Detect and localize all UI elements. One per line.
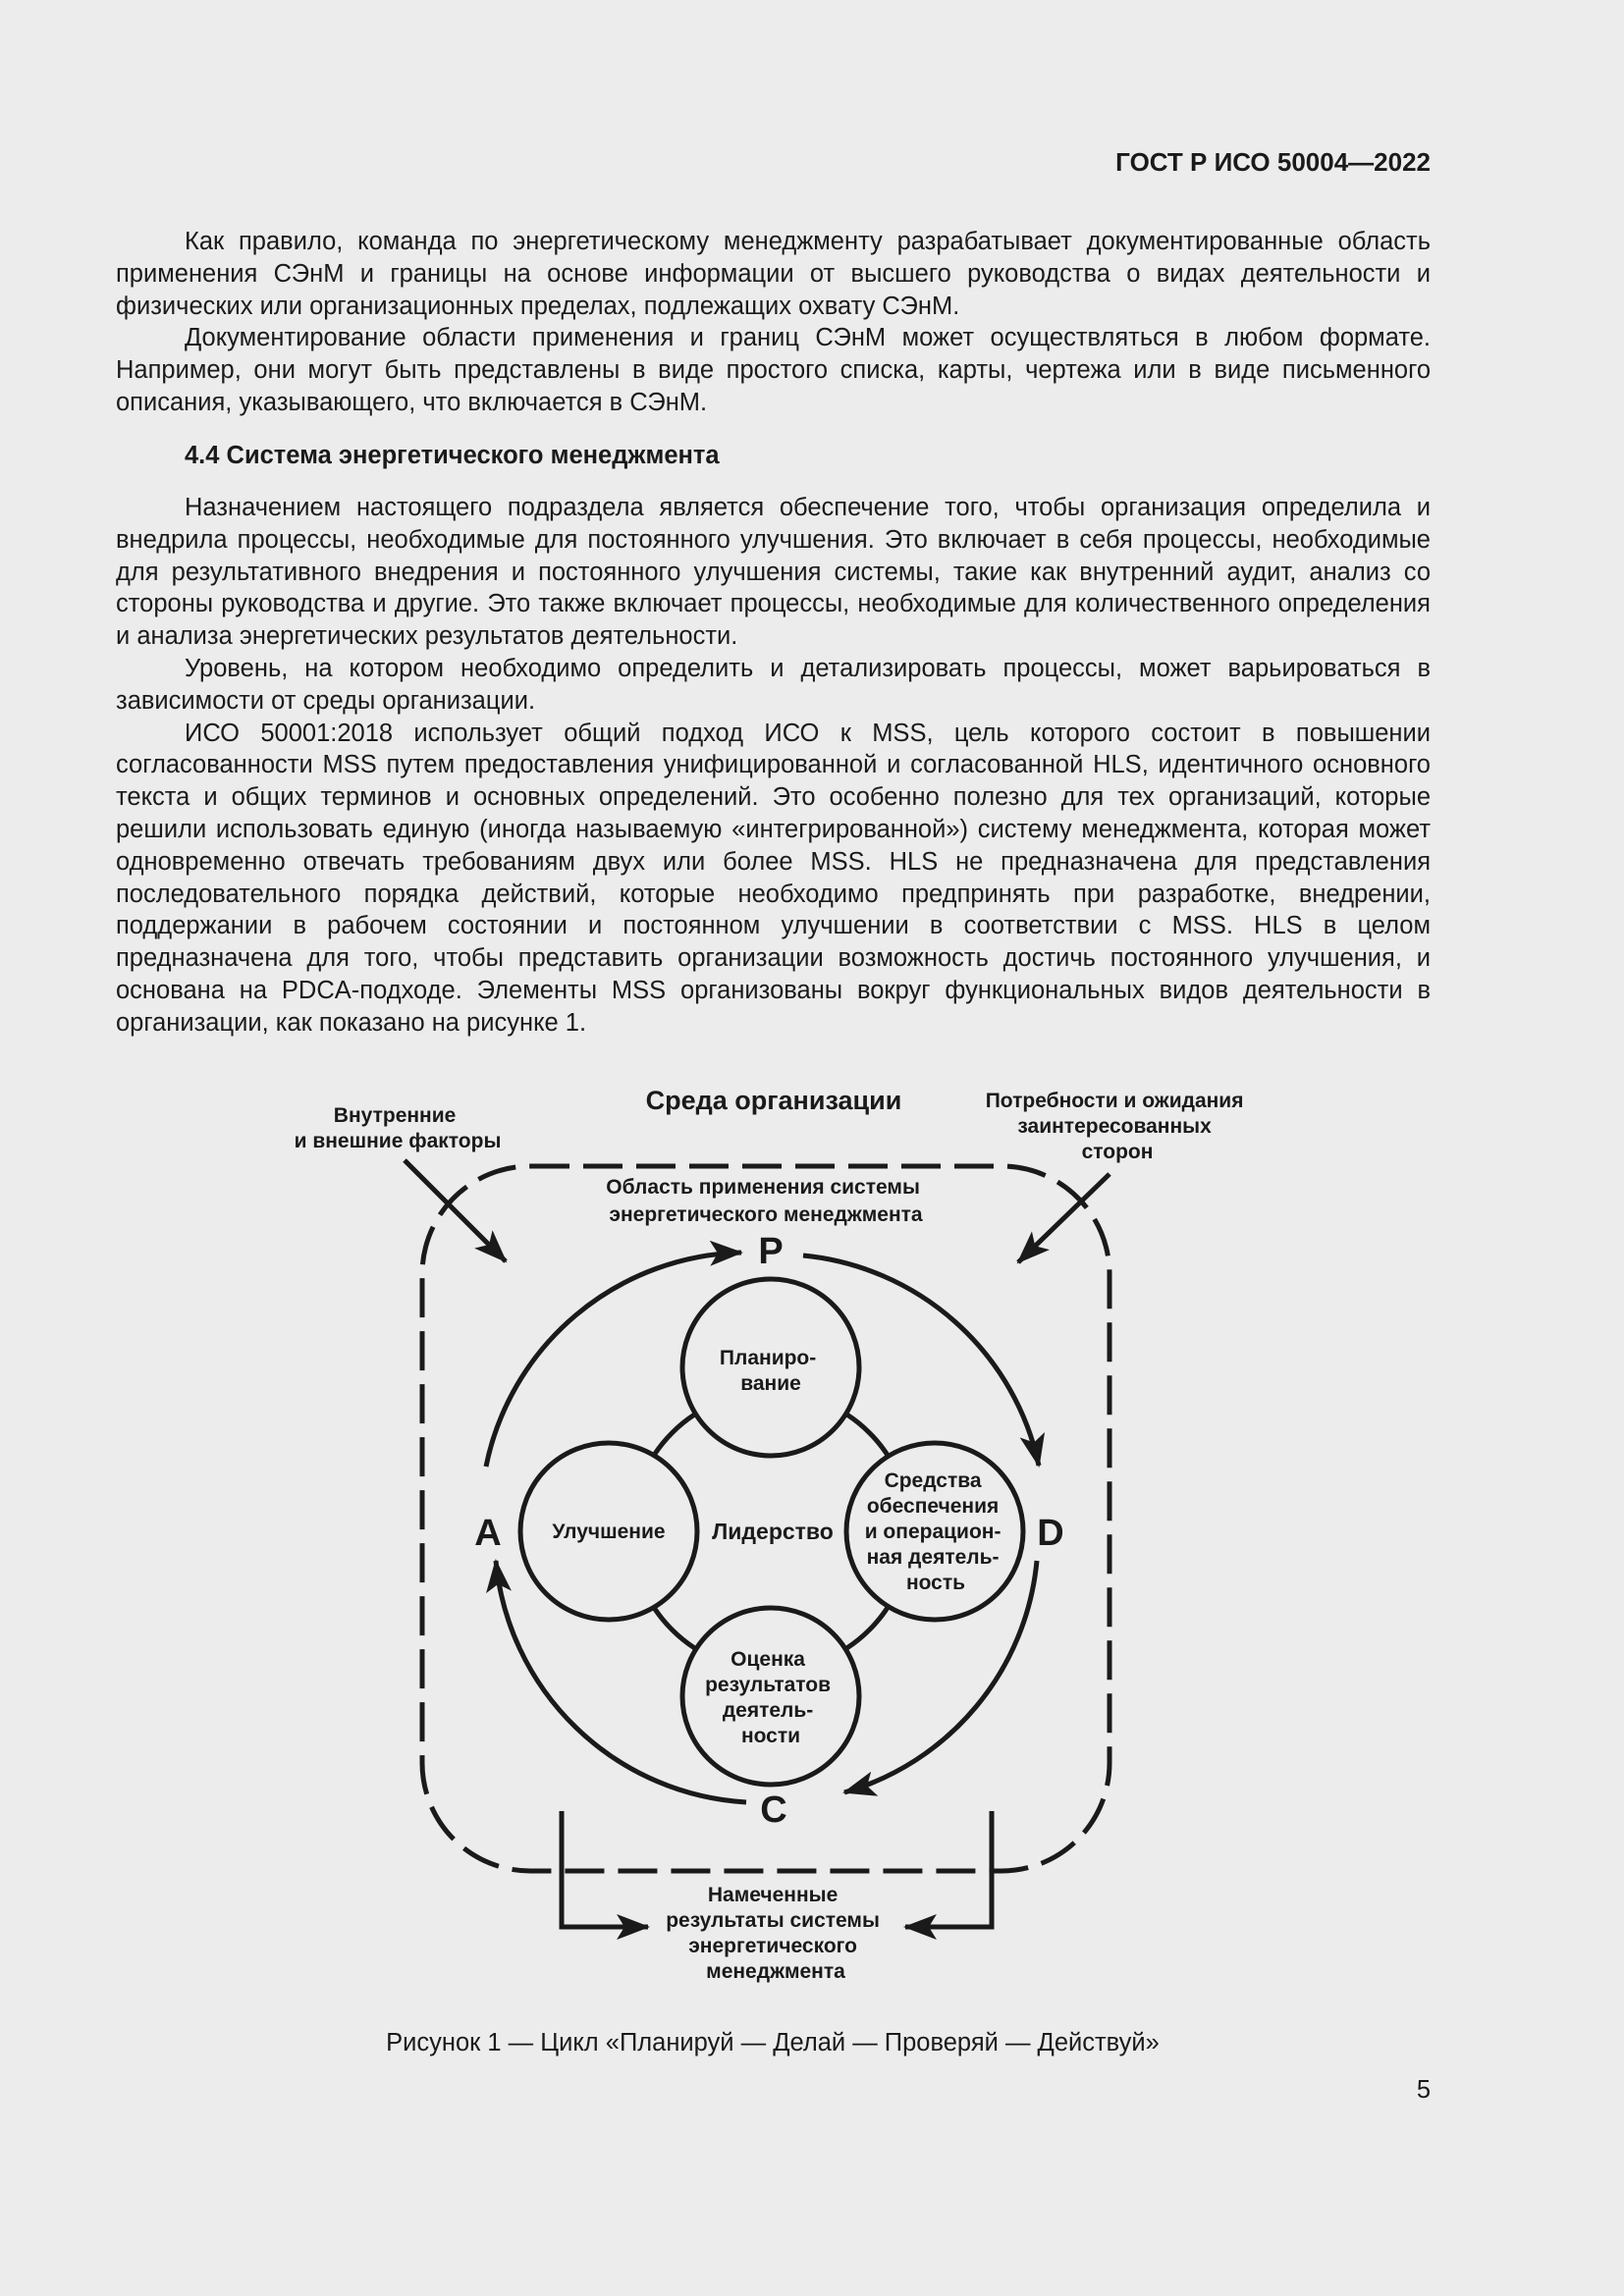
label-line: Оценка <box>731 1648 805 1671</box>
pdca-letter-c: C <box>760 1789 787 1831</box>
left-input-label <box>295 1104 502 1152</box>
label-line: деятель- <box>722 1699 814 1722</box>
paragraph: Назначением настоящего подраздела является обеспечение того, чтобы организация определила и внедрила процессы, необходимые для постоянного улучшения. Это включает в себя процессы, необходимые для результативного внедрения и постоянного улучшения системы, такие как внутренний аудит, анализ со стороны руководства и другие. Это также включает процессы, необходимые для количественного определения и анализа энергетических результатов деятельности. <box>116 494 1431 651</box>
label-line: Планиро- <box>719 1347 817 1369</box>
label-line: Улучшение <box>552 1521 666 1543</box>
leadership-label: Лидерство <box>712 1519 834 1544</box>
outcome-label <box>666 1884 886 1983</box>
label-line: Область применения системы <box>606 1176 920 1199</box>
label-line: Намеченные <box>707 1884 839 1906</box>
label-line: ности <box>740 1725 801 1747</box>
standard-header: ГОСТ Р ИСО 50004—2022 <box>1115 147 1431 177</box>
figure-title: Среда организации <box>645 1086 902 1115</box>
pdca-letter-d: D <box>1037 1513 1064 1554</box>
pdca-letter-a: A <box>474 1513 502 1554</box>
label-line: сторон <box>1081 1141 1154 1163</box>
label-line: энергетического <box>688 1935 857 1957</box>
label-line: и внешние факторы <box>294 1130 502 1152</box>
label-line: ность <box>905 1572 966 1594</box>
label-line: Внутренние <box>333 1104 457 1127</box>
label-line: результаты системы <box>666 1909 880 1932</box>
label-line: Потребности и ожидания <box>985 1090 1244 1112</box>
label-line: энергетического менеджмента <box>609 1203 923 1226</box>
label-line: Средства <box>884 1469 982 1492</box>
label-line: ная деятель- <box>866 1546 1000 1569</box>
label-line: заинтересованных <box>1017 1115 1212 1138</box>
label-line: вание <box>740 1372 801 1395</box>
evaluation-circle <box>682 1608 859 1785</box>
paragraph: Как правило, команда по энергетическому менеджменту разрабатывает документированные область применения СЭнМ и границы на основе информации от высшего руководства о видах деятельности и физических или организационных пределах, подлежащих охвату СЭнМ. <box>116 228 1431 320</box>
right-input-label <box>986 1090 1250 1163</box>
figure-caption: Рисунок 1 — Цикл «Планируй — Делай — Проверяй — Действуй» <box>386 2029 1160 2056</box>
paragraph: Документирование области применения и границ СЭнМ может осуществляться в любом формате. Например, они могут быть представлены в виде простого списка, карты, чертежа или в виде письменного описания, указывающего, что включается в СЭнМ. <box>116 324 1431 416</box>
pdca-letter-p: P <box>758 1231 784 1272</box>
label-line: и операцион- <box>864 1521 1001 1543</box>
paragraph: ИСО 50001:2018 использует общий подход ИСО к MSS, цель которого состоит в повышении согласованности MSS путем предоставления унифицированной и согласованной HLS, идентичного основного текста и общих терминов и основных определений. Это особенно полезно для тех организаций, которые решили использовать единую (иногда называемую «интегрированной») систему менеджмента, которая может одновременно отвечать требованиям двух или более MSS. HLS не предназначена для представления последовательного порядка действий, которые необходимо предпринять при разработке, внедрении, поддержании в рабочем состоянии и постоянном улучшении в соответствии с MSS. HLS в целом предназначена для того, чтобы представить организации возможность достичь постоянного улучшения, и основана на PDCA-подходе. Элементы MSS организованы вокруг функциональных видов деятельности в организации, как показано на рисунке 1. <box>116 719 1431 1037</box>
section-heading: 4.4 Система энергетического менеджмента <box>185 442 720 469</box>
improvement-label <box>552 1521 665 1543</box>
page-number: 5 <box>1416 2076 1431 2104</box>
label-line: обеспечения <box>866 1495 1000 1518</box>
label-line: результатов <box>705 1674 832 1696</box>
label-line: менеджмента <box>706 1960 845 1983</box>
paragraph: Уровень, на котором необходимо определить и детализировать процессы, может варьироваться в зависимости от среды организации. <box>116 654 1431 715</box>
